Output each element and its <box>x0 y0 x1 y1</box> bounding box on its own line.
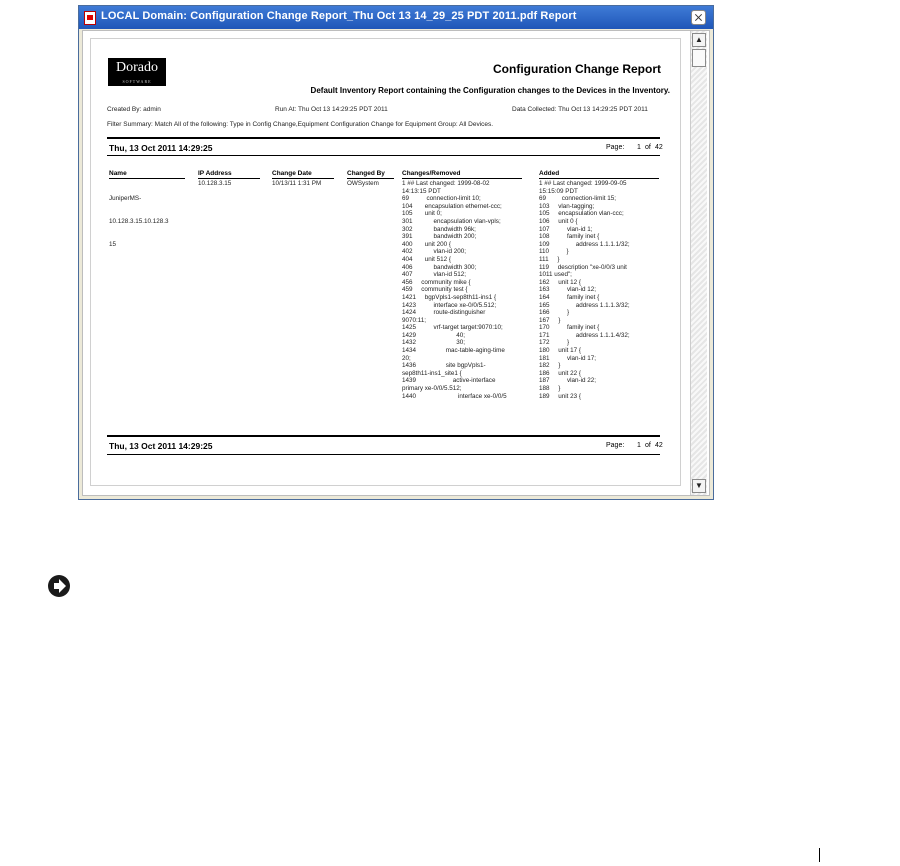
change-line: 187 vlan-id 22; <box>539 377 597 385</box>
report-page <box>90 38 681 486</box>
change-line: 301 encapsulation vlan-vpls; <box>402 217 501 225</box>
arrow-up-icon[interactable]: ▲ <box>692 33 706 47</box>
change-line: 407 vlan-id 512; <box>402 271 467 279</box>
change-line: 164 family inet { <box>539 293 600 301</box>
header-page-number: 1 <box>637 144 641 151</box>
change-line: 69 connection-limit 10; <box>402 195 481 203</box>
dorado-logo <box>108 58 166 86</box>
run-at: Run At: Thu Oct 13 14:29:25 PDT 2011 <box>275 106 388 113</box>
col-header-ip: IP Address <box>198 170 260 179</box>
change-line: 402 vlan-id 200; <box>402 248 467 256</box>
change-line: 163 vlan-id 12; <box>539 286 597 294</box>
change-line: 406 bandwidth 300; <box>402 263 477 271</box>
name-line: JuniperMS- <box>109 195 142 203</box>
change-line: 1424 route-distinguisher <box>402 309 486 317</box>
pdf-report-window <box>78 5 714 500</box>
change-line: 165 address 1.1.1.3/32; <box>539 301 630 309</box>
change-line: 1423 interface xe-0/0/5.512; <box>402 301 497 309</box>
change-line: 14:13:15 PDT <box>402 187 441 195</box>
report-subtitle: Default Inventory Report containing the Configuration changes to the Devices in the Inventory. <box>310 86 670 95</box>
change-line: 391 bandwidth 200; <box>402 233 477 241</box>
change-line: 1 ## Last changed: 1999-09-05 <box>539 180 627 187</box>
header-page-of: of <box>645 144 651 151</box>
change-line: 15:15:09 PDT <box>539 187 578 195</box>
change-line: 167 } <box>539 316 561 324</box>
name-line: 15 <box>109 240 117 248</box>
change-line: 181 vlan-id 17; <box>539 354 597 362</box>
col-header-changed-by: Changed By <box>347 170 394 179</box>
change-line: 105 encapsulation vlan-ccc; <box>539 210 624 218</box>
header-page-label: Page: <box>606 144 625 151</box>
vertical-scrollbar[interactable] <box>690 31 707 495</box>
filter-summary: Filter Summary: Match All of the following: Type in Config Change,Equipment Configuration Change for Equipment Group: All Devices. <box>107 121 494 128</box>
logo-tagline: SOFTWARE <box>122 79 152 84</box>
change-line: 110 } <box>539 248 569 256</box>
change-line: 456 community mike { <box>402 278 471 286</box>
data-collected: Data Collected: Thu Oct 13 14:29:25 PDT 2011 <box>512 106 648 113</box>
change-line: 1425 vrf-target target:9070:10; <box>402 324 503 332</box>
report-title: Configuration Change Report <box>493 62 661 76</box>
window-title: LOCAL Domain: Configuration Change Report_Thu Oct 13 14_29_25 PDT 2011.pdf Report <box>101 10 577 22</box>
cell-name <box>109 180 169 264</box>
cell-date: 10/13/11 1:31 PM <box>272 180 322 187</box>
change-line: 109 address 1.1.1.1/32; <box>539 240 630 248</box>
note-arrow-icon <box>48 575 70 597</box>
header-rule <box>107 137 660 139</box>
change-line: 20; <box>402 354 411 362</box>
change-line: 182 } <box>539 362 561 370</box>
header-page-total: 42 <box>655 144 663 151</box>
change-line: 106 unit 0 { <box>539 217 578 225</box>
change-line: 105 unit 0; <box>402 210 442 218</box>
change-line: 186 unit 22 { <box>539 369 582 377</box>
document-viewer <box>82 30 710 496</box>
footer-page-of: of <box>645 442 651 449</box>
change-line: 104 encapsulation ethernet-ccc; <box>402 202 502 210</box>
col-header-name: Name <box>109 170 185 179</box>
col-header-date: Change Date <box>272 170 334 179</box>
close-button[interactable] <box>691 10 706 25</box>
change-line: 9070:11; <box>402 316 427 324</box>
change-line: 404 unit 512 { <box>402 255 452 263</box>
logo-text: Dorado <box>116 60 158 75</box>
col-header-removed: Changes/Removed <box>402 170 522 179</box>
footer-page-number: 1 <box>637 442 641 449</box>
window-titlebar[interactable] <box>79 6 713 29</box>
change-line: 108 family inet { <box>539 233 600 241</box>
change-line: 400 unit 200 { <box>402 240 452 248</box>
cell-ip: 10.128.3.15 <box>198 180 232 187</box>
change-line: 1439 active-interface <box>402 377 496 385</box>
change-line: 111 } <box>539 255 560 263</box>
arrow-down-icon[interactable]: ▼ <box>692 479 706 493</box>
change-line: 459 community test { <box>402 286 468 294</box>
page-edge-rule <box>819 848 820 862</box>
change-line: 119 description "xe-0/0/3 unit <box>539 263 627 271</box>
change-line: 166 } <box>539 309 570 317</box>
change-line: primary xe-0/0/5.512; <box>402 385 462 393</box>
change-line: 103 vlan-tagging; <box>539 202 595 210</box>
created-by: Created By: admin <box>107 106 161 113</box>
footer-date: Thu, 13 Oct 2011 14:29:25 <box>109 441 213 451</box>
change-line: 1434 mac-table-aging-time <box>402 347 505 355</box>
pdf-file-icon <box>84 11 96 25</box>
change-line: 172 } <box>539 339 570 347</box>
header-date: Thu, 13 Oct 2011 14:29:25 <box>109 143 213 153</box>
change-line: 1011 used"; <box>539 271 572 279</box>
cell-added <box>539 180 630 400</box>
scroll-thumb[interactable] <box>692 49 706 67</box>
change-line: 1432 30; <box>402 339 465 347</box>
header-rule-bottom <box>107 155 660 156</box>
change-line: 180 unit 17 { <box>539 347 582 355</box>
change-line: 69 connection-limit 15; <box>539 195 616 203</box>
footer-page-total: 42 <box>655 442 663 449</box>
change-line: 1436 site bgpVpls1- <box>402 362 486 370</box>
change-line: 1 ## Last changed: 1999-08-02 <box>402 180 490 187</box>
change-line: 162 unit 12 { <box>539 278 582 286</box>
change-line: 302 bandwidth 96k; <box>402 225 476 233</box>
change-line: 171 address 1.1.1.4/32; <box>539 331 630 339</box>
cell-removed <box>402 180 507 400</box>
change-line: 107 vlan-id 1; <box>539 225 593 233</box>
cell-changed-by: OWSystem <box>347 180 379 187</box>
name-line: 10.128.3.15.10.128.3 <box>109 217 169 225</box>
change-line: 170 family inet { <box>539 324 600 332</box>
change-line: sep8th11-ins1_site1 { <box>402 369 462 377</box>
col-header-added: Added <box>539 170 659 179</box>
change-line: 1429 40; <box>402 331 465 339</box>
change-line: 188 } <box>539 385 561 393</box>
change-line: 1421 bgpVpls1-sep8th11-ins1 { <box>402 293 497 301</box>
footer-rule <box>107 435 660 437</box>
footer-rule-bottom <box>107 454 660 455</box>
change-line: 1440 interface xe-0/0/5 <box>402 392 507 400</box>
footer-page-label: Page: <box>606 442 625 449</box>
change-line: 189 unit 23 { <box>539 392 582 400</box>
